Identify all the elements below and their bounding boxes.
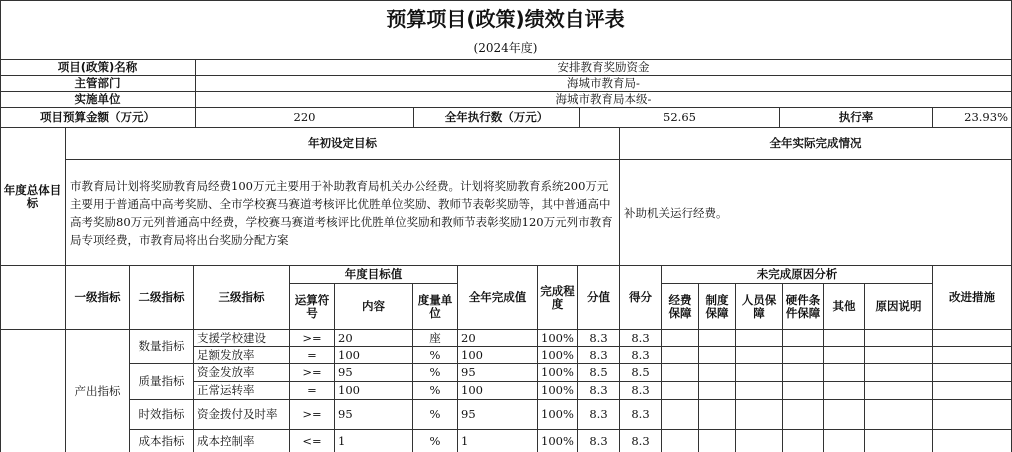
degree-cell: 100% — [538, 382, 578, 400]
hardware-cell — [783, 347, 824, 364]
staff-cell — [736, 430, 783, 452]
score-cell: 8.3 — [620, 400, 662, 430]
header-system: 制度保障 — [699, 284, 736, 330]
level2-quantity: 数量指标 — [130, 330, 194, 364]
degree-cell: 100% — [538, 430, 578, 452]
header-operator: 运算符号 — [290, 284, 335, 330]
score-cell: 8.3 — [620, 430, 662, 452]
header-improve: 改进措施 — [933, 266, 1012, 330]
indicator-name: 支援学校建设 — [194, 330, 290, 347]
indicator-name: 足额发放率 — [194, 347, 290, 364]
executed-label: 全年执行数（万元） — [414, 108, 580, 128]
funding-cell — [662, 364, 699, 382]
staff-cell — [736, 382, 783, 400]
header-completed: 全年完成值 — [458, 266, 538, 330]
rate-label: 执行率 — [780, 108, 933, 128]
funding-cell — [662, 382, 699, 400]
improve-cell — [933, 382, 1012, 400]
improve-cell — [933, 347, 1012, 364]
funding-cell — [662, 347, 699, 364]
completed-cell: 100 — [458, 347, 538, 364]
degree-cell: 100% — [538, 400, 578, 430]
completed-cell: 95 — [458, 364, 538, 382]
hardware-cell — [783, 430, 824, 452]
unit-cell: % — [413, 347, 458, 364]
improve-cell — [933, 400, 1012, 430]
annual-goal-label: 年度总体目标 — [0, 128, 66, 266]
staff-cell — [736, 330, 783, 347]
degree-cell: 100% — [538, 347, 578, 364]
indicator-name: 成本控制率 — [194, 430, 290, 452]
funding-cell — [662, 330, 699, 347]
completed-cell: 20 — [458, 330, 538, 347]
score-cell: 8.3 — [620, 347, 662, 364]
completed-cell: 100 — [458, 382, 538, 400]
operator-cell: >= — [290, 400, 335, 430]
other-cell — [824, 430, 865, 452]
project-name-value: 安排教育奖励资金 — [196, 60, 1012, 76]
degree-cell: 100% — [538, 330, 578, 347]
score-value-cell: 8.5 — [578, 364, 620, 382]
content-cell: 95 — [335, 400, 413, 430]
content-cell: 100 — [335, 382, 413, 400]
operator-cell: >= — [290, 330, 335, 347]
score-value-cell: 8.3 — [578, 382, 620, 400]
indicator-name: 资金发放率 — [194, 364, 290, 382]
content-cell: 95 — [335, 364, 413, 382]
staff-cell — [736, 364, 783, 382]
hardware-cell — [783, 330, 824, 347]
system-cell — [699, 330, 736, 347]
completed-cell: 95 — [458, 400, 538, 430]
header-content: 内容 — [335, 284, 413, 330]
funding-cell — [662, 430, 699, 452]
reason-cell — [865, 347, 933, 364]
header-score: 得分 — [620, 266, 662, 330]
budget-label: 项目预算金额（万元） — [0, 108, 196, 128]
content-cell: 1 — [335, 430, 413, 452]
system-cell — [699, 382, 736, 400]
actual-result-header: 全年实际完成情况 — [620, 128, 1012, 160]
score-value-cell: 8.3 — [578, 347, 620, 364]
content-cell: 100 — [335, 347, 413, 364]
reason-cell — [865, 430, 933, 452]
project-name-label: 项目(政策)名称 — [0, 60, 196, 76]
page-title: 预算项目(政策)绩效自评表 — [0, 0, 1012, 38]
hardware-cell — [783, 364, 824, 382]
unit-cell: % — [413, 400, 458, 430]
header-hardware: 硬件条件保障 — [783, 284, 824, 330]
indicator-name: 正常运转率 — [194, 382, 290, 400]
hardware-cell — [783, 400, 824, 430]
staff-cell — [736, 400, 783, 430]
unit-cell: 座 — [413, 330, 458, 347]
other-cell — [824, 347, 865, 364]
unit-cell: % — [413, 382, 458, 400]
level2-cost: 成本指标 — [130, 430, 194, 452]
score-value-cell: 8.3 — [578, 330, 620, 347]
header-reason-group: 未完成原因分析 — [662, 266, 933, 284]
header-other: 其他 — [824, 284, 865, 330]
header-staff: 人员保障 — [736, 284, 783, 330]
score-cell: 8.5 — [620, 364, 662, 382]
other-cell — [824, 382, 865, 400]
system-cell — [699, 400, 736, 430]
initial-goal-text: 市教育局计划将奖励教育局经费100万元主要用于补助教育局机关办公经费。计划将奖励教育系统200万元主要用于普通高中高考奖励、全市学校赛马赛道考核评比优胜单位奖励、教师节表彰奖励等，其中普通高中高考奖励80万元列普通高中经费，学校赛马赛道考核评比优胜单位奖励和教师节表彰奖励120万元列市教育局专项经费，市教育局将出台奖励分配方案 — [66, 160, 620, 266]
operator-cell: = — [290, 382, 335, 400]
header-target-group: 年度目标值 — [290, 266, 458, 284]
dept-value: 海城市教育局- — [196, 76, 1012, 92]
content-cell: 20 — [335, 330, 413, 347]
initial-goal-header: 年初设定目标 — [66, 128, 620, 160]
other-cell — [824, 364, 865, 382]
degree-cell: 100% — [538, 364, 578, 382]
blank-left-column — [0, 330, 66, 452]
header-level1: 一级指标 — [66, 266, 130, 330]
funding-cell — [662, 400, 699, 430]
header-degree: 完成程度 — [538, 266, 578, 330]
improve-cell — [933, 364, 1012, 382]
reason-cell — [865, 400, 933, 430]
reason-cell — [865, 330, 933, 347]
other-cell — [824, 400, 865, 430]
impl-value: 海城市教育局本级- — [196, 92, 1012, 108]
executed-value: 52.65 — [580, 108, 780, 128]
reason-cell — [865, 382, 933, 400]
system-cell — [699, 347, 736, 364]
level2-quality: 质量指标 — [130, 364, 194, 400]
header-score-value: 分值 — [578, 266, 620, 330]
staff-cell — [736, 347, 783, 364]
dept-label: 主管部门 — [0, 76, 196, 92]
rate-value: 23.93% — [933, 108, 1012, 128]
blank-corner — [0, 266, 66, 330]
system-cell — [699, 364, 736, 382]
header-level3: 三级指标 — [194, 266, 290, 330]
other-cell — [824, 330, 865, 347]
header-reason: 原因说明 — [865, 284, 933, 330]
budget-value: 220 — [196, 108, 414, 128]
system-cell — [699, 430, 736, 452]
operator-cell: <= — [290, 430, 335, 452]
completed-cell: 1 — [458, 430, 538, 452]
score-cell: 8.3 — [620, 382, 662, 400]
impl-label: 实施单位 — [0, 92, 196, 108]
unit-cell: % — [413, 430, 458, 452]
level1-output: 产出指标 — [66, 330, 130, 452]
actual-result-text: 补助机关运行经费。 — [620, 160, 1012, 266]
reason-cell — [865, 364, 933, 382]
level2-timeliness: 时效指标 — [130, 400, 194, 430]
score-cell: 8.3 — [620, 330, 662, 347]
header-funding: 经费保障 — [662, 284, 699, 330]
header-unit: 度量单位 — [413, 284, 458, 330]
score-value-cell: 8.3 — [578, 430, 620, 452]
improve-cell — [933, 430, 1012, 452]
improve-cell — [933, 330, 1012, 347]
score-value-cell: 8.3 — [578, 400, 620, 430]
unit-cell: % — [413, 364, 458, 382]
operator-cell: = — [290, 347, 335, 364]
indicator-name: 资金拨付及时率 — [194, 400, 290, 430]
operator-cell: >= — [290, 364, 335, 382]
hardware-cell — [783, 382, 824, 400]
year-subtitle: (2024年度) — [0, 38, 1012, 60]
header-level2: 二级指标 — [130, 266, 194, 330]
